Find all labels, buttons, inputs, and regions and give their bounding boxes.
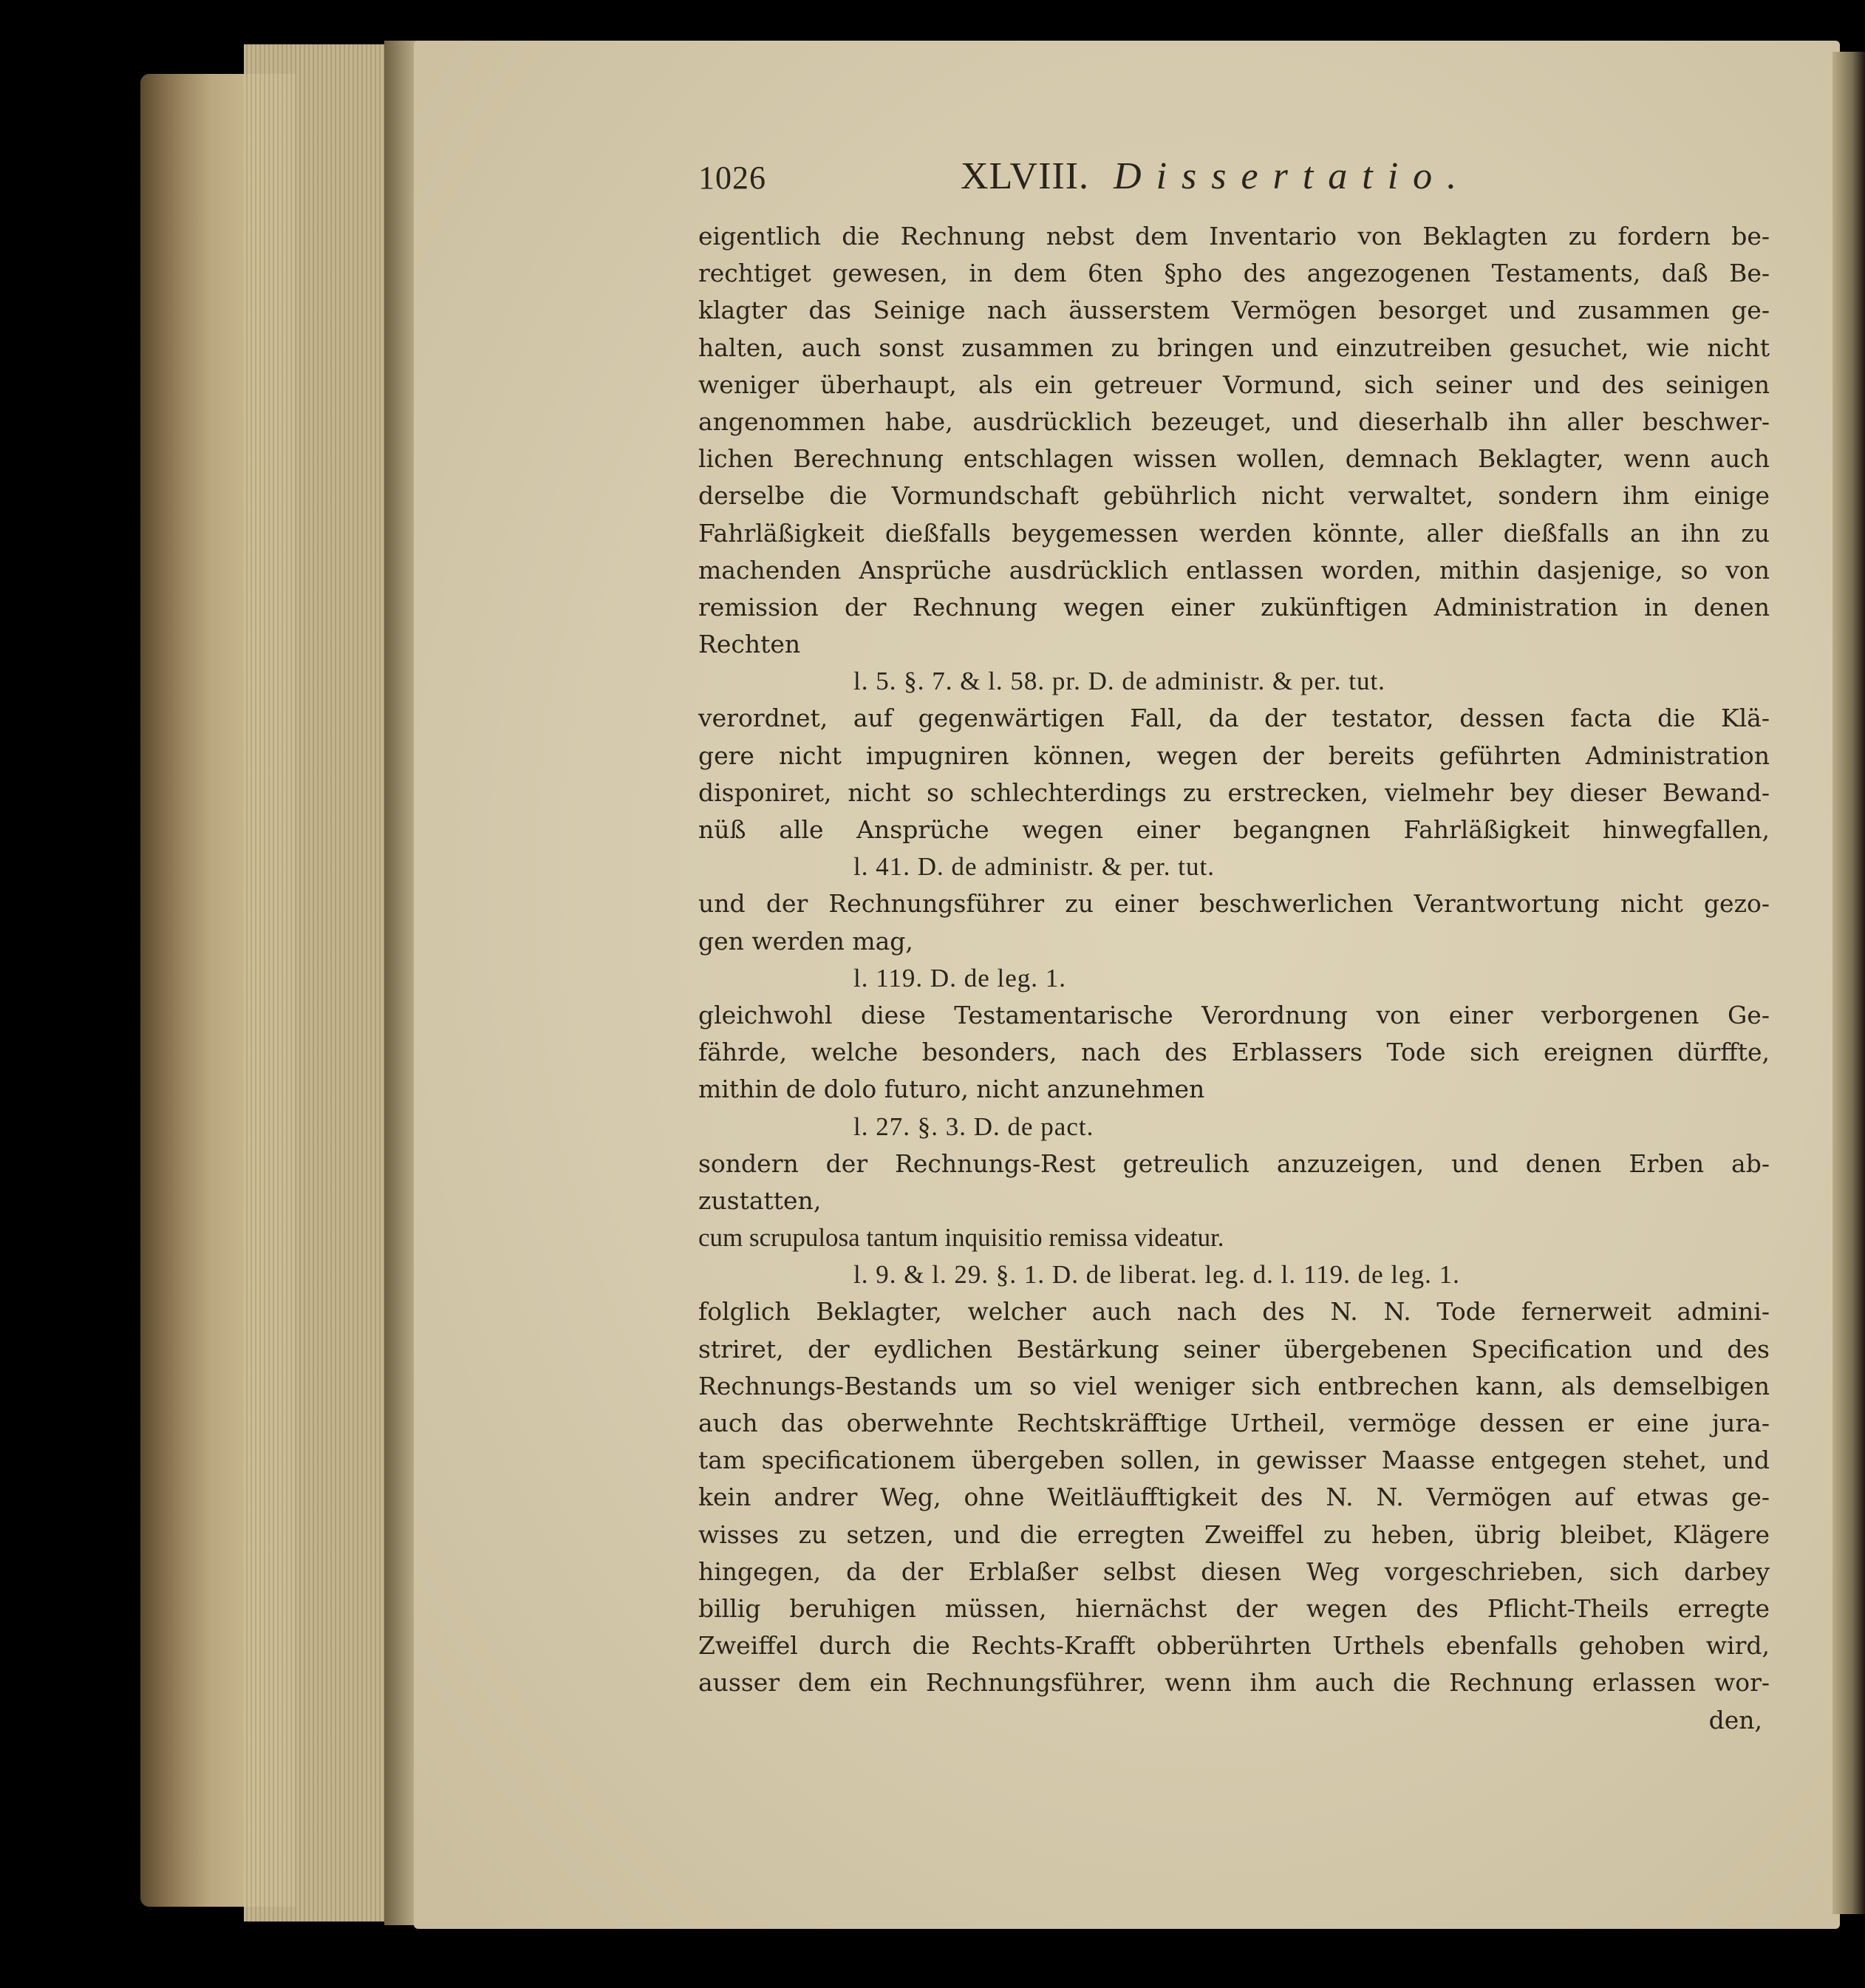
body-text bbox=[698, 218, 1770, 1739]
text-line: angenommen habe, ausdrücklich bezeuget, und dieserhalb ihn aller beschwer- bbox=[698, 406, 1770, 436]
page-right-edge bbox=[1832, 52, 1865, 1914]
text-line: wisses zu setzen, und die erregten Zweiffel zu heben, übrig bleibet, Klägere bbox=[698, 1519, 1770, 1549]
text-line: Fahrläßigkeit dießfalls beygemessen werden könnte, aller dießfalls an ihn zu bbox=[698, 518, 1770, 548]
legal-citation: l. 5. §. 7. & l. 58. pr. D. de administr. & per. tut. bbox=[853, 667, 1385, 696]
legal-citation: l. 27. §. 3. D. de pact. bbox=[853, 1112, 1094, 1141]
text-line: verordnet, auf gegenwärtigen Fall, da der testator, dessen facta die Klä- bbox=[698, 704, 1770, 733]
text-line: folglich Beklagter, welcher auch nach des N. N. Tode fernerweit admini- bbox=[698, 1297, 1770, 1327]
text-line: derselbe die Vormundschaft gebührlich nicht verwaltet, sondern ihm einige bbox=[698, 481, 1770, 511]
text-line: hingegen, da der Erblaßer selbst diesen Weg vorgeschrieben, sich darbey bbox=[698, 1556, 1770, 1586]
text-line: weniger überhaupt, als ein getreuer Vormund, sich seiner und des seinigen bbox=[698, 370, 1770, 399]
page-edges bbox=[244, 44, 392, 1921]
text-line: halten, auch sonst zusammen zu bringen und einzutreiben gesuchet, wie nicht bbox=[698, 333, 1770, 362]
running-head-word: Dissertatio. bbox=[1114, 155, 1472, 197]
text-line: ausser dem ein Rechnungsführer, wenn ihm auch die Rechnung erlassen wor- bbox=[698, 1668, 1770, 1698]
text-line: Rechnungs-Bestands um so viel weniger sich entbrechen kann, als demselbigen bbox=[698, 1371, 1770, 1400]
text-line: sondern der Rechnungs-Rest getreulich anzuzeigen, und denen Erben ab- bbox=[698, 1148, 1770, 1178]
legal-citation: l. 9. & l. 29. §. 1. D. de liberat. leg. d. l. 119. de leg. 1. bbox=[853, 1260, 1460, 1290]
text-line: remission der Rechnung wegen einer zukünftigen Administration in denen bbox=[698, 592, 1770, 622]
legal-citation: l. 41. D. de administr. & per. tut. bbox=[853, 852, 1215, 882]
text-line: eigentlich die Rechnung nebst dem Inventario von Beklagten zu fordern be- bbox=[698, 222, 1770, 251]
text-line: klagter das Seinige nach äusserstem Vermögen besorget und zusammen ge- bbox=[698, 296, 1770, 325]
text-line: billig beruhigen müssen, hiernächst der wegen des Pflicht-Theils erregte bbox=[698, 1593, 1770, 1623]
text-line: lichen Berechnung entschlagen wissen wollen, demnach Beklagter, wenn auch bbox=[698, 444, 1770, 474]
text-line: fährde, welche besonders, nach des Erblassers Tode sich ereignen dürffte, bbox=[698, 1038, 1770, 1067]
page-number: 1026 bbox=[698, 160, 766, 196]
legal-citation: l. 119. D. de leg. 1. bbox=[853, 963, 1066, 993]
running-head bbox=[698, 155, 1770, 218]
text-line: Rechten bbox=[698, 630, 801, 659]
text-line: kein andrer Weg, ohne Weitläufftigkeit des N. N. Vermögen auf etwas ge- bbox=[698, 1483, 1770, 1512]
text-line: striret, der eydlichen Bestärkung seiner übergebenen Specification und des bbox=[698, 1334, 1770, 1364]
text-line: und der Rechnungsführer zu einer beschwerlichen Verantwortung nicht gezo- bbox=[698, 889, 1770, 919]
text-line: disponiret, nicht so schlechterdings zu erstrecken, vielmehr bey dieser Bewand- bbox=[698, 777, 1770, 807]
text-line: zustatten, bbox=[698, 1185, 822, 1215]
text-line: machenden Ansprüche ausdrücklich entlassen worden, mithin dasjenige, so von bbox=[698, 555, 1770, 585]
latin-quote: cum scrupulosa tantum inquisitio remissa videatur. bbox=[698, 1223, 1224, 1253]
text-line: rechtiget gewesen, in dem 6ten §pho des angezogenen Testaments, daß Be- bbox=[698, 259, 1770, 288]
running-head-title bbox=[961, 154, 1471, 198]
text-line: auch das oberwehnte Rechtskräfftige Urtheil, vermöge dessen er eine jura- bbox=[698, 1409, 1770, 1437]
text-line: nüß alle Ansprüche wegen einer begangnen Fahrläßigkeit hinwegfallen, bbox=[698, 815, 1770, 844]
text-line: Zweiffel durch die Rechts-Krafft obberührten Urthels ebenfalls gehoben wird, bbox=[698, 1631, 1770, 1661]
text-line: tam specificationem übergeben sollen, in gewisser Maasse entgegen stehet, und bbox=[698, 1446, 1770, 1475]
dissertation-number: XLVIII. bbox=[961, 155, 1090, 197]
page-text bbox=[698, 155, 1770, 1739]
text-line: gere nicht impugniren können, wegen der bereits geführten Administration bbox=[698, 741, 1770, 770]
text-line: gleichwohl diese Testamentarische Verordnung von einer verborgenen Ge- bbox=[698, 1000, 1770, 1029]
text-line: gen werden mag, bbox=[698, 926, 913, 956]
text-line: mithin de dolo futuro, nicht anzunehmen bbox=[698, 1075, 1205, 1104]
text-line: den, bbox=[1708, 1705, 1762, 1735]
